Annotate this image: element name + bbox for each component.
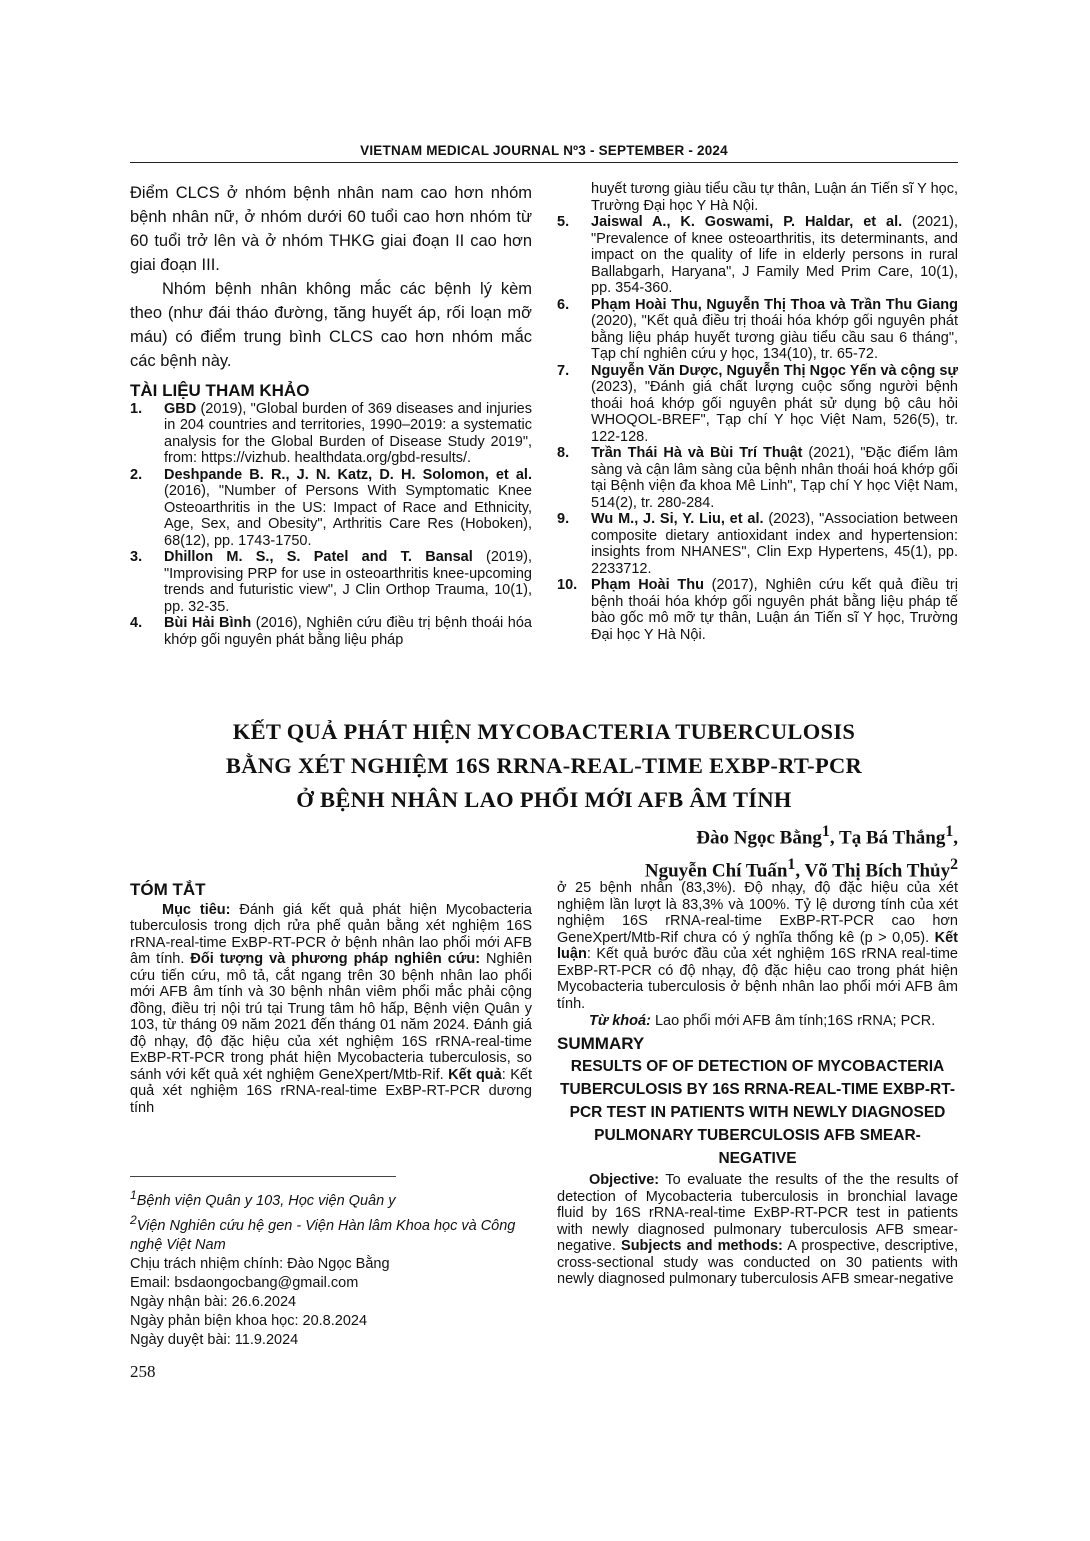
journal-header: VIETNAM MEDICAL JOURNAL Nº3 - SEPTEMBER - 2024 (360, 143, 728, 158)
affiliation-mark: 2 (950, 856, 958, 874)
reference-authors: Dhillon M. S., S. Patel and T. Bansal (164, 549, 473, 565)
results-label: Kết quả (448, 1066, 502, 1083)
title-line: BẰNG XÉT NGHIỆM 16S RRNA-REAL-TIME EXBP-RT-PCR (225, 753, 863, 778)
reference-authors: Jaiswal A., K. Goswami, P. Haldar, et al. (591, 214, 903, 230)
results-text-continued: ở 25 bệnh nhân (83,3%). Độ nhạy, độ đặc hiệu của xét nghiệm lần lượt là 83,3% và 100%. Tỷ lệ dương tính của xét nghiệm 16S rRNA-real-time ExBP-RT-PCR cao hơn GeneXpert/Mtb-Rif chưa có ý nghĩa thống kê (p > 0,05). (557, 880, 958, 946)
summary-title: RESULTS OF OF DETECTION OF MYCOBACTERIA TUBERCULOSIS BY 16S RRNA-REAL-TIME EXBP-RT-PCR TEST IN PATIENTS WITH NEWLY DIAGNOSED PULMONARY TUBERCULOSIS AFB SMEAR-NEGATIVE (560, 1058, 955, 1167)
abstract-left-column (130, 880, 532, 1116)
reference-item (557, 511, 958, 577)
reference-authors: Deshpande B. R., J. N. Katz, D. H. Solomon, et al. (164, 466, 532, 483)
reference-item (557, 297, 958, 363)
references-list-continued (557, 214, 958, 643)
author-name: Nguyễn Chí Tuấn (644, 860, 788, 882)
date-reviewed: Ngày phản biện khoa học: 20.8.2024 (130, 1312, 368, 1329)
summary-heading: SUMMARY (557, 1033, 645, 1053)
reference-text: (2017), Nghiên cứu kết quả điều trị bệnh thoái hóa khớp gối nguyên phát bằng liệu pháp tế bào gốc mô mỡ tự thân, Luận án Tiến sĩ Y học, Trường Đại học Y Hà Nội. (591, 577, 958, 643)
header-rule (130, 162, 958, 163)
reference-item (557, 363, 958, 446)
summary-text (557, 1172, 958, 1288)
keywords-text: Lao phổi mới AFB âm tính;16S rRNA; PCR. (650, 1013, 936, 1029)
reference-authors: Phạm Hoài Thu, Nguyễn Thị Thoa và Trần Thu Giang (591, 296, 958, 313)
article-title (130, 715, 958, 817)
affiliation-mark: 1 (821, 823, 830, 840)
references-heading: TÀI LIỆU THAM KHẢO (130, 381, 310, 400)
title-line: Ở BỆNH NHÂN LAO PHỔI MỚI AFB ÂM TÍNH (296, 787, 792, 812)
conclusion-text: : Kết quả bước đầu của xét nghiệm 16S rRNA real-time ExBP-RT-PCR có độ nhạy, độ đặc hiệu cao trong phát hiện Mycobacteria tuberculosis ở bệnh nhân lao phổi mới AFB âm tính. (557, 946, 958, 1012)
keywords-label: Từ khoá: (589, 1013, 651, 1029)
page-number: 258 (130, 1362, 156, 1381)
affiliation-mark: 1 (945, 823, 954, 840)
reference-text: (2019), "Improvising PRP for use in osteoarthritis knee-upcoming trends and futuristic view", J Clin Orthop Trauma, 10(1), pp. 32-35. (164, 549, 532, 615)
reference-item (557, 577, 958, 643)
reference-authors: GBD (164, 400, 197, 417)
footnotes (130, 1186, 532, 1350)
reference-text: (2019), "Global burden of 369 diseases and injuries in 204 countries and territories, 1990–2019: a systematic analysis for the Global Burden of Disease Study 2019", from: https://vizhub. healthdata.org/gbd-results/. (164, 400, 532, 466)
reference-authors: Phạm Hoài Thu (591, 577, 704, 593)
date-accepted: Ngày duyệt bài: 11.9.2024 (130, 1331, 299, 1348)
reference-number: 2. (130, 466, 143, 483)
reference-text: (2023), "Đánh giá chất lượng cuộc sống người bệnh thoái hoá khớp gối nguyên phát sử dụng bộ câu hỏi WHOQOL-BREF", Tạp chí Y học Việt Nam, 526(5), tr. 122-128. (591, 379, 958, 445)
summary-objective-text: To evaluate the results of the the results of detection of Mycobacteria tuberculosis in bronchial lavage fluid by 16S rRNA-real-time ExBP-RT-PCR test in patients with newly diagnosed pulmonary tuberculosis AFB smear-negative. (557, 1172, 958, 1254)
prev-article-paragraph: Nhóm bệnh nhân không mắc các bệnh lý kèm theo (như đái tháo đường, tăng huyết áp, rối loạn mỡ máu) có điểm trung bình CLCS cao hơn nhóm mắc các bệnh này. (130, 280, 532, 370)
date-received: Ngày nhận bài: 26.6.2024 (130, 1293, 297, 1310)
summary-methods-label: Subjects and methods: (621, 1238, 783, 1254)
references-list (130, 401, 532, 649)
author-name: Tạ Bá Thắng (839, 827, 946, 849)
objective-text: Đánh giá kết quả phát hiện Mycobacteria tuberculosis trong dịch rửa phế quản bằng xét nghiệm 16S rRNA-real-time ExBP-RT-PCR ở bệnh nhân lao phổi mới AFB âm tính. (130, 901, 532, 967)
reference-number: 1. (130, 400, 143, 417)
author-email: Email: bsdaongocbang@gmail.com (130, 1274, 359, 1291)
reference-number: 5. (557, 214, 570, 230)
reference-item (130, 615, 532, 648)
abstract-heading: TÓM TẮT (130, 880, 206, 899)
reference-item (130, 549, 532, 615)
reference-text: (2016), Nghiên cứu điều trị bệnh thoái hóa khớp gối nguyên phát bằng liệu pháp (164, 615, 532, 648)
affiliation-mark: 1 (787, 856, 796, 874)
reference-number: 3. (130, 549, 143, 565)
prev-article-paragraph: Điểm CLCS ở nhóm bệnh nhân nam cao hơn nhóm bệnh nhân nữ, ở nhóm dưới 60 tuổi cao hơn nhóm từ 60 tuổi trở lên và ở nhóm THKG giai đoạn II cao hơn giai đoạn III. (130, 184, 532, 274)
reference-item (557, 445, 958, 511)
corresponding-author: Chịu trách nhiệm chính: Đào Ngọc Bằng (130, 1255, 390, 1272)
reference-text: (2020), "Kết quả điều trị thoái hóa khớp gối nguyên phát bằng liệu pháp huyết tương giàu tiểu cầu sau 6 tháng", Tạp chí nghiên cứu y học, 134(10), tr. 65-72. (591, 313, 958, 362)
reference-item (557, 214, 958, 297)
reference-item (130, 401, 532, 467)
reference-number: 4. (130, 615, 143, 631)
reference-number: 9. (557, 511, 570, 527)
author-separator: , (829, 827, 840, 849)
reference-authors: Bùi Hải Bình (164, 615, 252, 631)
footnote-rule (130, 1176, 396, 1177)
summary-methods-text: A prospective, descriptive, cross-sectional study was conducted on 30 patients with newly diagnosed pulmonary tuberculosis AFB smear-negative (557, 1238, 958, 1287)
reference-authors: Nguyễn Văn Dược, Nguyễn Thị Ngọc Yến và cộng sự (591, 362, 958, 379)
author-name: Đào Ngọc Bằng (696, 827, 822, 849)
methods-text: Nghiên cứu tiến cứu, mô tả, cắt ngang trên 30 bệnh nhân lao phổi mới AFB âm tính và 30 bệnh nhân viêm phổi mắc phải cộng đồng, điều trị nội trú tại Trung tâm hô hấp, Bệnh viện Quân y 103, từ tháng 09 năm 2021 đến tháng 01 năm 2024. Đánh giá độ nhạy, độ đặc hiệu của xét nghiệm 16S rRNA-real-time ExBP-RT-PCR trong phát hiện Mycobacteria tuberculosis, so sánh với kết quả xét nghiệm GeneXpert/Mtb-Rif. (130, 951, 533, 1083)
reference-text: (2021), "Prevalence of knee osteoarthritis, its determinants, and impact on the quality of life in elderly persons in rural Ballabgarh, Haryana", J Family Med Prim Care, 10(1), pp. 354-360. (591, 214, 958, 296)
affiliation-footnote: $^1$Bệnh viện Quân y 103, Học viện Quân y (130, 1188, 396, 1209)
author-list (645, 818, 958, 885)
author-line (645, 818, 958, 851)
affiliation-2: Viện Nghiên cứu hệ gen - Viện Hàn lâm Khoa học và Công nghệ Việt Nam (130, 1217, 516, 1253)
abstract-text (130, 902, 532, 1117)
reference-number: 6. (557, 296, 570, 313)
objective-label: Mục tiêu: (162, 901, 231, 918)
results-text: : Kết quả xét nghiệm 16S rRNA-real-time ExBP-RT-PCR dương tính (130, 1066, 533, 1116)
reference-number: 8. (557, 445, 570, 461)
reference-authors: Trần Thái Hà và Bùi Trí Thuật (591, 445, 803, 461)
abstract-text-continued (557, 880, 958, 1012)
prev-article-right-column (557, 181, 958, 643)
author-name: Võ Thị Bích Thủy (804, 860, 951, 882)
prev-article-left-column (130, 181, 532, 648)
reference-item (130, 467, 532, 550)
reference-number: 10. (557, 577, 578, 593)
author-separator: , (953, 827, 958, 849)
reference-text: (2016), "Number of Persons With Symptomatic Knee Osteoarthritis in the US: Impact of Race and Ethnicity, Age, Sex, and Obesity", Arthritis Care Res (Hoboken), 68(12), pp. 1743-1750. (164, 483, 532, 549)
author-separator: , (795, 860, 805, 882)
affiliation-1: Bệnh viện Quân y 103, Học viện Quân y (136, 1192, 396, 1209)
title-line: KẾT QUẢ PHÁT HIỆN MYCOBACTERIA TUBERCULOSIS (232, 719, 856, 744)
keywords (557, 1013, 958, 1030)
reference-authors: Wu M., J. Si, Y. Liu, et al. (591, 511, 764, 527)
methods-label: Đối tượng và phương pháp nghiên cứu: (190, 951, 481, 967)
abstract-right-column (557, 880, 958, 1288)
reference-number: 7. (557, 362, 570, 379)
affiliation-footnote: $^2$Viện Nghiên cứu hệ gen - Viện Hàn lâm Khoa học và Công nghệ Việt Nam (130, 1212, 516, 1253)
reference-text: (2023), "Association between composite dietary antioxidant index and hypertension: insights from NHANES", Clin Exp Hypertens, 45(1), pp. 2233712. (591, 511, 958, 577)
summary-objective-label: Objective: (589, 1172, 660, 1188)
reference-continuation: huyết tương giàu tiểu cầu tự thân, Luận án Tiến sĩ Y học, Trường Đại học Y Hà Nội. (591, 181, 958, 214)
reference-text: (2021), "Đặc điểm lâm sàng và cận lâm sàng của bệnh nhân thoái hoá khớp gối tại Bệnh viện đa khoa Mê Linh", Tạp chí Y học Việt Nam, 514(2), tr. 280-284. (591, 445, 958, 511)
conclusion-label: Kết luận (557, 929, 958, 962)
